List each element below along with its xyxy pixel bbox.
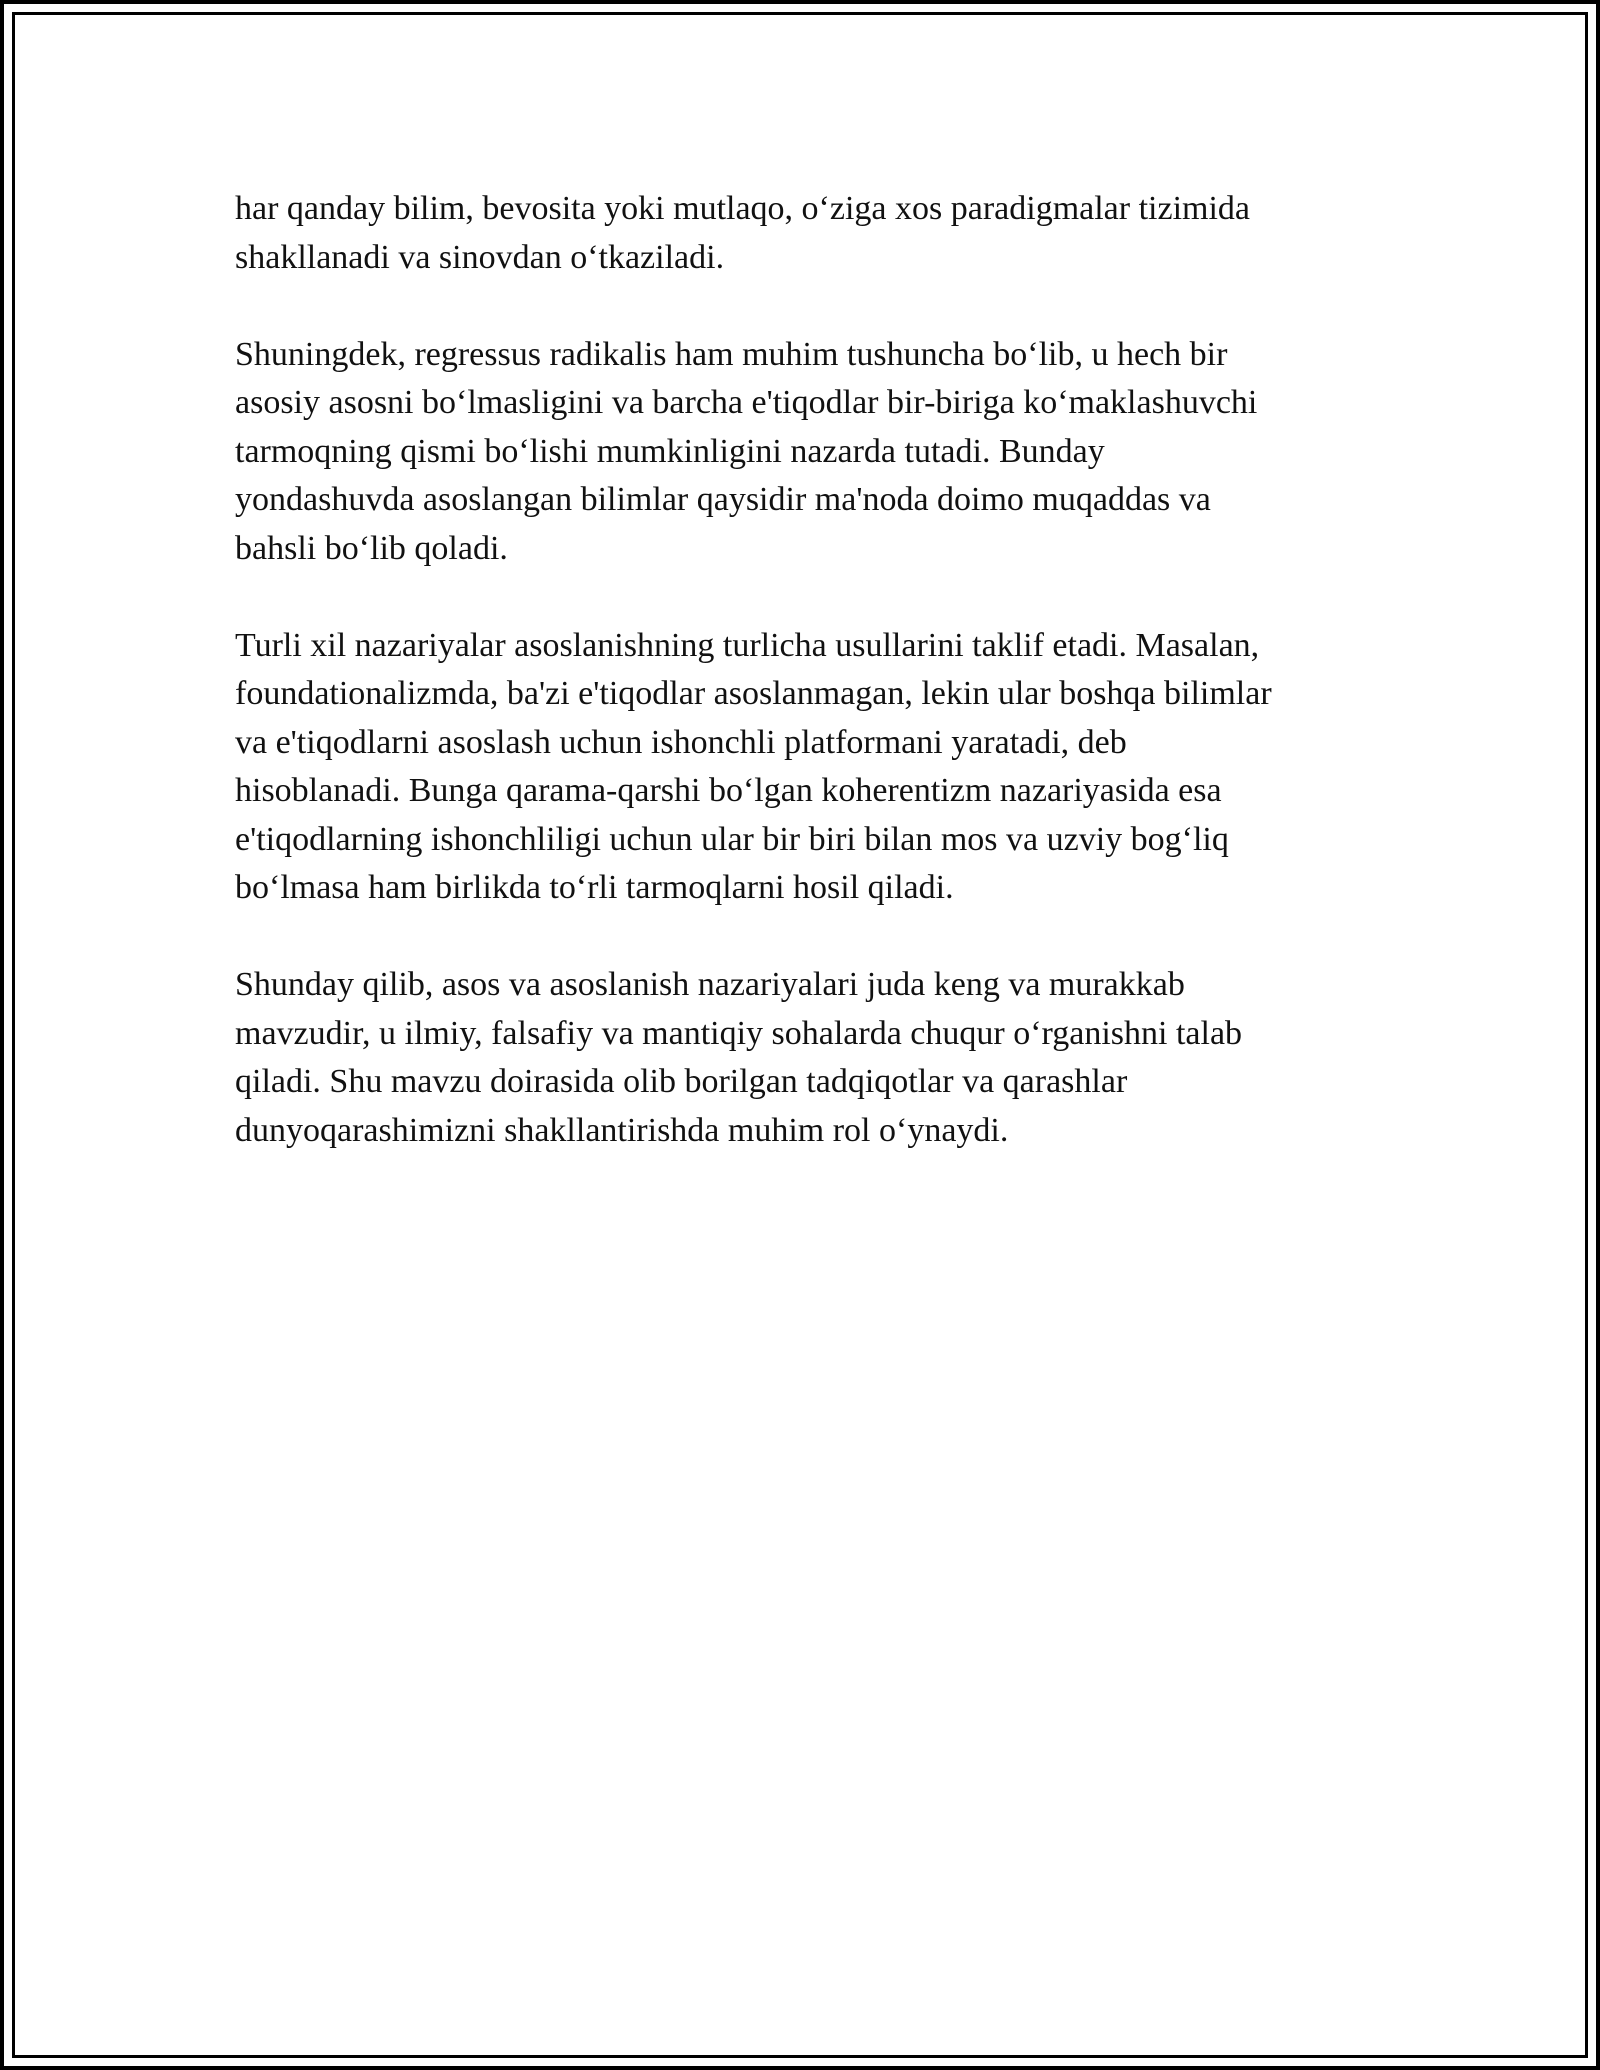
text-line: qiladi. Shu mavzu doirasida olib borilgan tadqiqotlar va qarashlar — [235, 1063, 1128, 1100]
text-line: yondashuvda asoslangan bilimlar qaysidir ma'noda doimo muqaddas va — [235, 481, 1211, 518]
text-line: mavzudir, u ilmiy, falsafiy va mantiqiy sohalarda chuqur o‘rganishni talab — [235, 1014, 1243, 1052]
text-line: asosiy asosni bo‘lmasligini va barcha e'tiqodlar bir-biriga ko‘maklashuvchi — [235, 384, 1258, 421]
paragraph-4 — [235, 961, 1365, 1155]
text-line: Shuningdek, regressus radikalis ham muhim tushuncha bo‘lib, u hech bir — [235, 335, 1228, 373]
text-line: hisoblanadi. Bunga qarama-qarshi bo‘lgan koherentizm nazariyasida esa — [235, 772, 1222, 809]
text-line: tarmoqning qismi bo‘lishi mumkinligini nazarda tutadi. Bunday — [235, 432, 1105, 470]
text-line: Turli xil nazariyalar asoslanishning turlicha usullarini taklif etadi. Masalan, — [235, 626, 1260, 664]
text-line: bahsli bo‘lib qoladi. — [235, 529, 508, 567]
paragraph-2 — [235, 331, 1365, 574]
paragraph-3 — [235, 622, 1365, 913]
text-line: foundationalizmda, ba'zi e'tiqodlar asoslanmagan, lekin ular boshqa bilimlar — [235, 675, 1272, 712]
text-line: e'tiqodlarning ishonchliligi uchun ular bir biri bilan mos va uzviy bog‘liq — [235, 820, 1229, 858]
text-line: bo‘lmasa ham birlikda to‘rli tarmoqlarni hosil qiladi. — [235, 869, 954, 906]
text-line: shakllanadi va sinovdan o‘tkaziladi. — [235, 238, 725, 276]
text-line: har qanday bilim, bevosita yoki mutlaqo, o‘ziga xos paradigmalar tizimida — [235, 190, 1251, 227]
text-line: dunyoqarashimizni shakllantirishda muhim rol o‘ynaydi. — [235, 1111, 1009, 1149]
document-body — [235, 185, 1365, 1204]
text-line: va e'tiqodlarni asoslash uchun ishonchli platformani yaratadi, deb — [235, 723, 1127, 761]
text-line: Shunday qilib, asos va asoslanish nazariyalari juda keng va murakkab — [235, 966, 1185, 1003]
paragraph-1 — [235, 185, 1365, 282]
